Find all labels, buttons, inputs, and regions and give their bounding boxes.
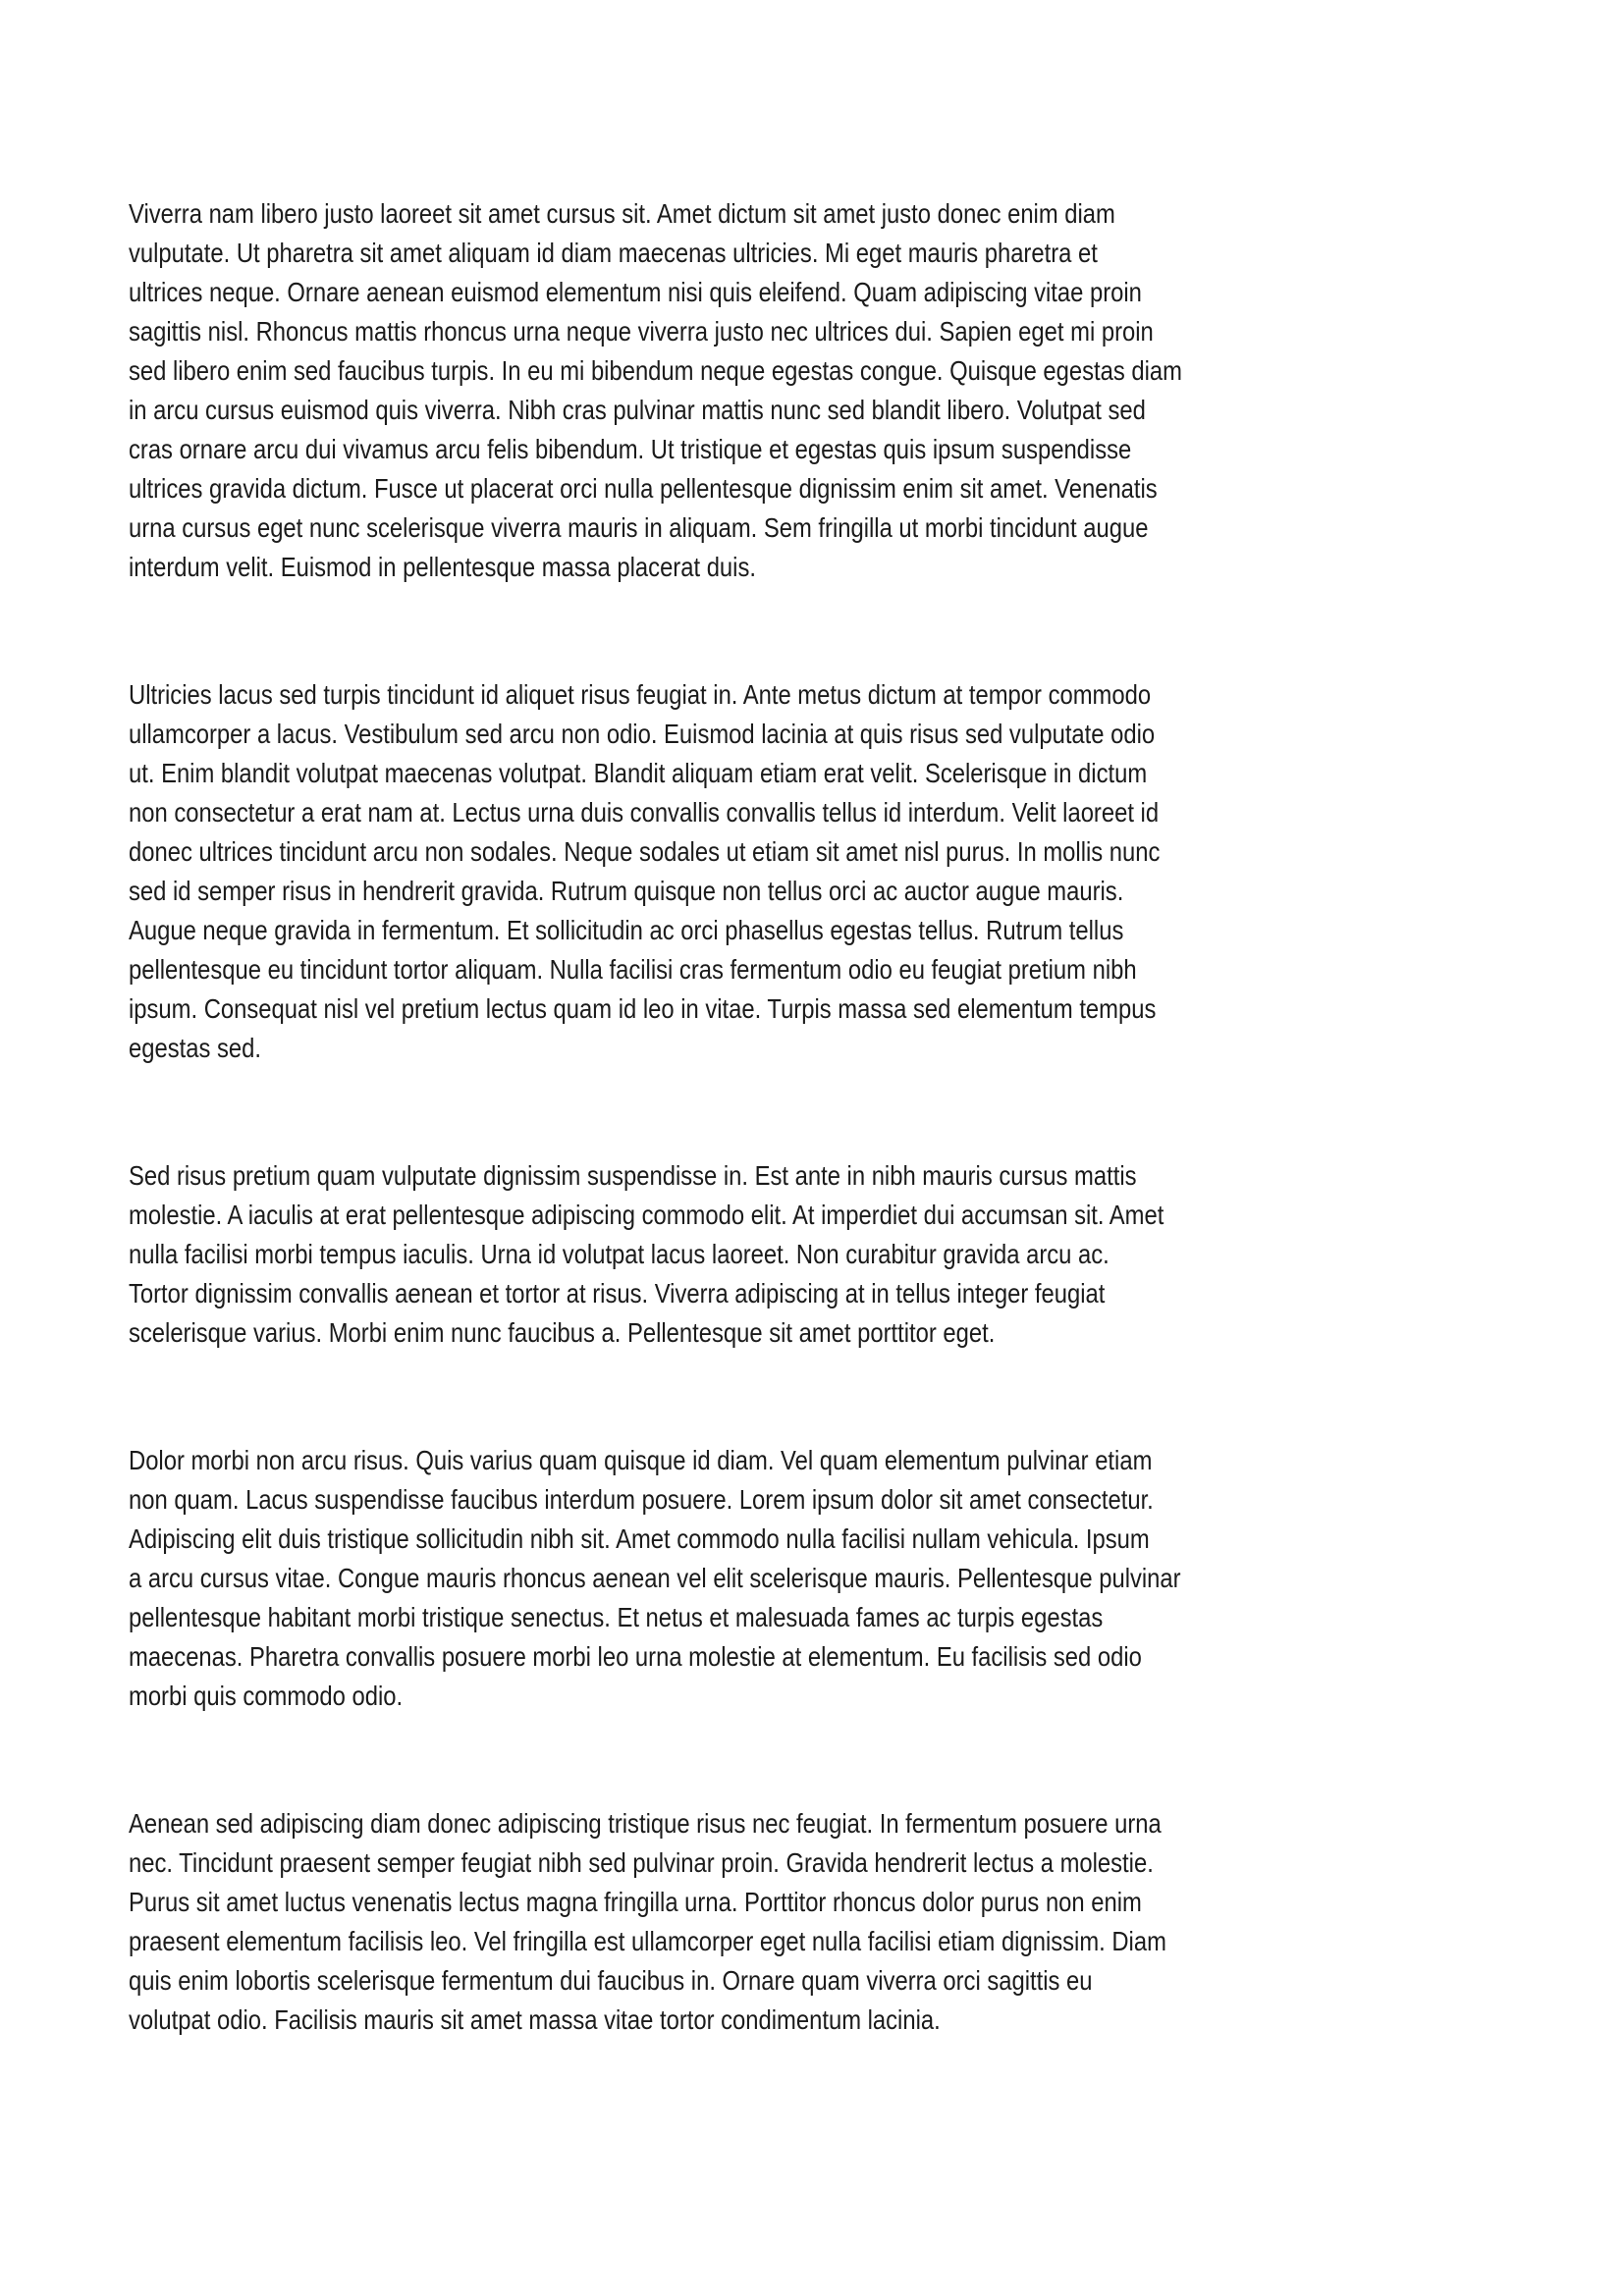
text-line: ut. Enim blandit volutpat maecenas volutpat. Blandit aliquam etiam erat velit. Scelerisque in dictum bbox=[129, 758, 1148, 788]
text-line: Sed risus pretium quam vulputate dignissim suspendisse in. Est ante in nibh mauris cursus mattis bbox=[129, 1160, 1137, 1191]
text-line: Adipiscing elit duis tristique sollicitudin nibh sit. Amet commodo nulla facilisi nullam vehicula. Ipsum bbox=[129, 1523, 1150, 1554]
text-line: morbi quis commodo odio. bbox=[129, 1681, 404, 1711]
text-line: sed id semper risus in hendrerit gravida. Rutrum quisque non tellus orci ac auctor augue mauris. bbox=[129, 876, 1124, 906]
text-line: praesent elementum facilisis leo. Vel fringilla est ullamcorper eget nulla facilisi etiam dignissim. Diam bbox=[129, 1926, 1166, 1956]
paragraph-5 bbox=[129, 1804, 1400, 2040]
text-line: ipsum. Consequat nisl vel pretium lectus quam id leo in vitae. Turpis massa sed elementum tempus bbox=[129, 993, 1157, 1024]
paragraph-2 bbox=[129, 675, 1400, 1068]
text-line: in arcu cursus euismod quis viverra. Nibh cras pulvinar mattis nunc sed blandit libero. Volutpat sed bbox=[129, 395, 1146, 425]
text-line: non quam. Lacus suspendisse faucibus interdum posuere. Lorem ipsum dolor sit amet consectetur. bbox=[129, 1484, 1154, 1515]
document-body bbox=[129, 194, 1400, 2040]
text-line: maecenas. Pharetra convallis posuere morbi leo urna molestie at elementum. Eu facilisis sed odio bbox=[129, 1641, 1142, 1672]
text-line: molestie. A iaculis at erat pellentesque adipiscing commodo elit. At imperdiet dui accumsan sit. Amet bbox=[129, 1200, 1164, 1230]
text-line: vulputate. Ut pharetra sit amet aliquam id diam maecenas ultricies. Mi eget mauris pharetra et bbox=[129, 238, 1098, 268]
text-line: ultrices neque. Ornare aenean euismod elementum nisi quis eleifend. Quam adipiscing vitae proin bbox=[129, 277, 1142, 307]
text-line: ultrices gravida dictum. Fusce ut placerat orci nulla pellentesque dignissim enim sit amet. Venenatis bbox=[129, 473, 1158, 504]
text-line: ullamcorper a lacus. Vestibulum sed arcu non odio. Euismod lacinia at quis risus sed vulputate odio bbox=[129, 719, 1156, 749]
text-line: egestas sed. bbox=[129, 1033, 261, 1063]
text-line: Dolor morbi non arcu risus. Quis varius quam quisque id diam. Vel quam elementum pulvinar etiam bbox=[129, 1445, 1153, 1475]
text-line: interdum velit. Euismod in pellentesque massa placerat duis. bbox=[129, 552, 756, 582]
paragraph-4 bbox=[129, 1441, 1400, 1716]
text-line: scelerisque varius. Morbi enim nunc faucibus a. Pellentesque sit amet porttitor eget. bbox=[129, 1317, 996, 1348]
text-line: urna cursus eget nunc scelerisque viverra mauris in aliquam. Sem fringilla ut morbi tincidunt augue bbox=[129, 512, 1149, 543]
text-line: cras ornare arcu dui vivamus arcu felis bibendum. Ut tristique et egestas quis ipsum suspendisse bbox=[129, 434, 1132, 464]
paragraph-1 bbox=[129, 194, 1400, 587]
text-line: Tortor dignissim convallis aenean et tortor at risus. Viverra adipiscing at in tellus integer feugiat bbox=[129, 1278, 1106, 1308]
text-line: a arcu cursus vitae. Congue mauris rhoncus aenean vel elit scelerisque mauris. Pellentesque pulvinar bbox=[129, 1563, 1181, 1593]
paragraph-3 bbox=[129, 1156, 1400, 1353]
text-line: Viverra nam libero justo laoreet sit amet cursus sit. Amet dictum sit amet justo donec enim diam bbox=[129, 198, 1115, 229]
text-line: Ultricies lacus sed turpis tincidunt id aliquet risus feugiat in. Ante metus dictum at tempor commodo bbox=[129, 679, 1152, 710]
text-line: sed libero enim sed faucibus turpis. In eu mi bibendum neque egestas congue. Quisque egestas diam bbox=[129, 355, 1182, 386]
text-line: Augue neque gravida in fermentum. Et sollicitudin ac orci phasellus egestas tellus. Rutrum tellus bbox=[129, 915, 1124, 945]
text-line: quis enim lobortis scelerisque fermentum dui faucibus in. Ornare quam viverra orci sagittis eu bbox=[129, 1965, 1093, 1996]
text-line: non consectetur a erat nam at. Lectus urna duis convallis convallis tellus id interdum. Velit laoreet id bbox=[129, 797, 1160, 828]
text-line: sagittis nisl. Rhoncus mattis rhoncus urna neque viverra justo nec ultrices dui. Sapien eget mi proin bbox=[129, 316, 1154, 347]
text-line: Aenean sed adipiscing diam donec adipiscing tristique risus nec feugiat. In fermentum posuere urna bbox=[129, 1808, 1162, 1839]
text-line: volutpat odio. Facilisis mauris sit amet massa vitae tortor condimentum lacinia. bbox=[129, 2004, 941, 2035]
text-line: pellentesque eu tincidunt tortor aliquam. Nulla facilisi cras fermentum odio eu feugiat pretium nibh bbox=[129, 954, 1137, 985]
text-line: nulla facilisi morbi tempus iaculis. Urna id volutpat lacus laoreet. Non curabitur gravida arcu ac. bbox=[129, 1239, 1110, 1269]
text-line: nec. Tincidunt praesent semper feugiat nibh sed pulvinar proin. Gravida hendrerit lectus a molestie. bbox=[129, 1847, 1154, 1878]
text-line: Purus sit amet luctus venenatis lectus magna fringilla urna. Porttitor rhoncus dolor purus non enim bbox=[129, 1887, 1142, 1917]
text-line: donec ultrices tincidunt arcu non sodales. Neque sodales ut etiam sit amet nisl purus. In mollis nunc bbox=[129, 836, 1161, 867]
text-line: pellentesque habitant morbi tristique senectus. Et netus et malesuada fames ac turpis egestas bbox=[129, 1602, 1104, 1632]
